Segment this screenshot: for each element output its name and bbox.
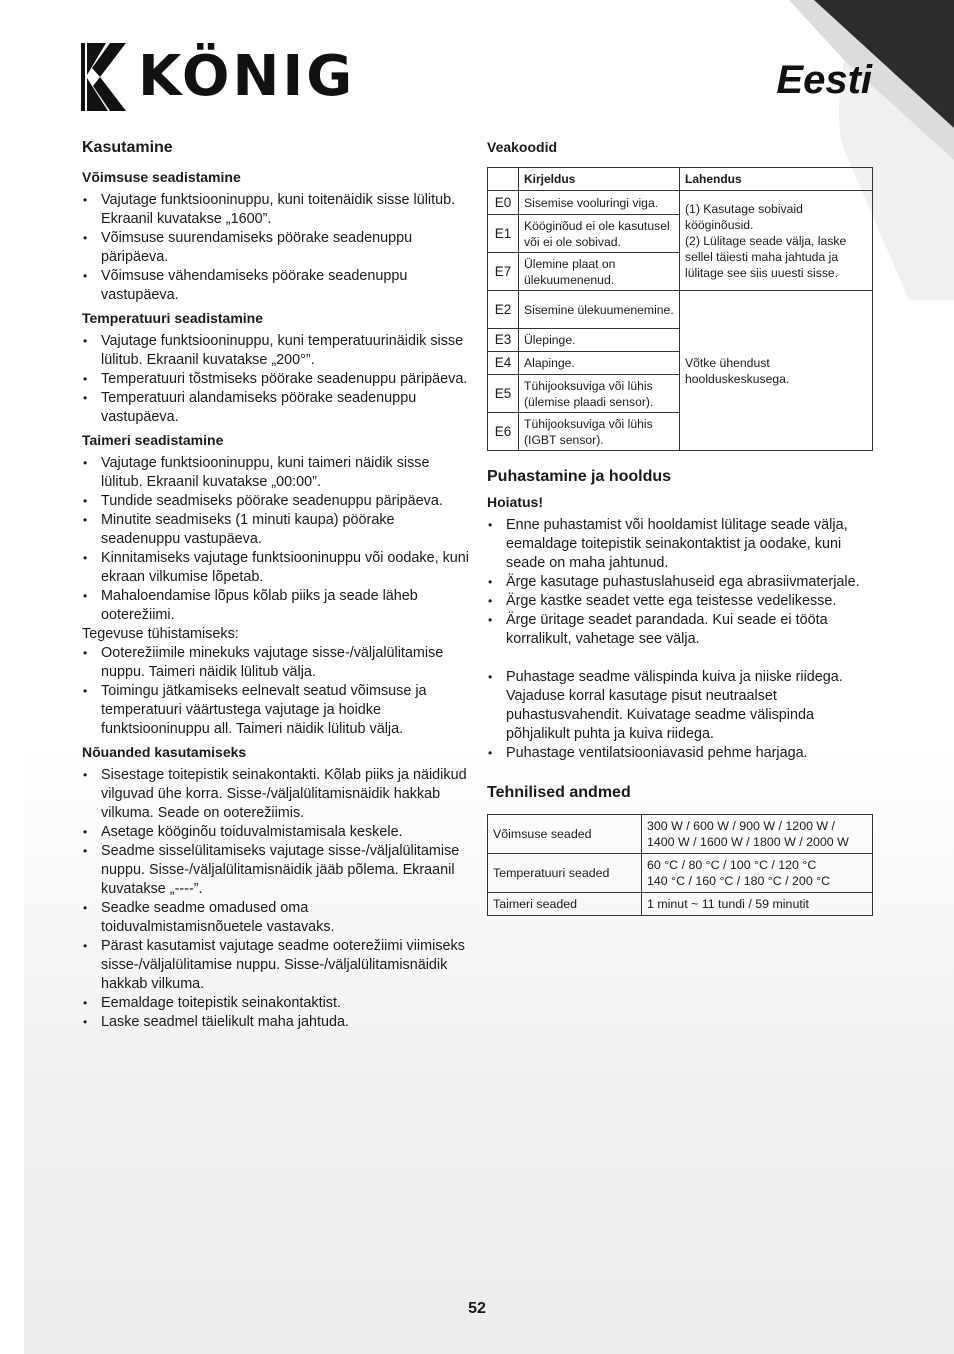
error-codes-title: Veakoodid xyxy=(487,139,558,155)
cleaning-list xyxy=(487,668,873,763)
error-code: E3 xyxy=(488,329,519,352)
header-code-cell xyxy=(488,168,519,191)
right-column xyxy=(487,138,873,916)
solution-cell-b: Võtke ühendust hoolduskeskusega. xyxy=(680,291,873,451)
table-row xyxy=(488,815,873,854)
list-item: • Seadme sisselülitamiseks vajutage sisse-/väljalülitamise nuppu. Sisse-/väljalülitamisnäidik jääb põlema. Ekraanil kuvatakse „----”. xyxy=(82,842,472,899)
specs-title: Tehnilised andmed xyxy=(487,784,631,801)
list-item: • Võimsuse vähendamiseks pöörake seadenuppu vastupäeva. xyxy=(82,267,472,305)
error-code: E0 xyxy=(488,191,519,215)
error-code: E5 xyxy=(488,375,519,413)
tips-title: Nõuanded kasutamiseks xyxy=(82,744,247,760)
timer-title: Taimeri seadistamine xyxy=(82,432,224,448)
warning-title: Hoiatus! xyxy=(487,494,543,510)
spec-value-line: 60 °C / 80 °C / 100 °C / 120 °C xyxy=(647,858,817,872)
spec-value-line: 140 °C / 160 °C / 180 °C / 200 °C xyxy=(647,874,831,888)
spec-label: Taimeri seaded xyxy=(488,893,642,916)
error-description: Kööginõud ei ole kasutusel või ei ole sobivad. xyxy=(519,215,680,253)
solution-line: (1) Kasutage sobivaid kööginõusid. xyxy=(685,201,803,232)
spec-value-line: 1 minut ~ 11 tundi / 59 minutit xyxy=(647,897,809,911)
power-title: Võimsuse seadistamine xyxy=(82,169,241,185)
list-item: • Ooterežiimile minekuks vajutage sisse-/väljalülitamise nuppu. Taimeri näidik lülitub välja. xyxy=(82,644,472,682)
logo-wordmark: KÖNIG xyxy=(138,44,356,109)
spec-value-line: 300 W / 600 W / 900 W / 1200 W / xyxy=(647,819,836,833)
error-description: Sisemine ülekuumenemine. xyxy=(519,291,680,329)
tips-list xyxy=(82,766,472,1032)
error-code: E6 xyxy=(488,413,519,451)
error-code: E2 xyxy=(488,291,519,329)
list-item: • Asetage kööginõu toiduvalmistamisala keskele. xyxy=(82,823,472,842)
error-description: Alapinge. xyxy=(519,352,680,375)
list-item: • Vajutage funktsiooninuppu, kuni toitenäidik sisse lülitub. Ekraanil kuvatakse „1600”. xyxy=(82,191,472,229)
usage-title: Kasutamine xyxy=(82,139,173,156)
list-item: • Vajutage funktsiooninuppu, kuni taimeri näidik sisse lülitub. Ekraanil kuvatakse „00:00”. xyxy=(82,454,472,492)
list-item: • Minutite seadmiseks (1 minuti kaupa) pöörake seadenuppu vastupäeva. xyxy=(82,511,472,549)
error-description: Sisemise vooluringi viga. xyxy=(519,191,680,215)
table-row xyxy=(488,854,873,893)
table-row xyxy=(488,291,873,329)
list-item: • Ärge kasutage puhastuslahuseid ega abrasiivmaterjale. xyxy=(487,573,873,592)
timer-list xyxy=(82,454,472,625)
spec-value xyxy=(642,815,873,854)
error-description: Ülepinge. xyxy=(519,329,680,352)
list-item: • Ärge üritage seadet parandada. Kui seade ei tööta korralikult, vahetage see välja. xyxy=(487,611,873,649)
cancel-list xyxy=(82,644,472,739)
list-item: • Puhastage seadme välispinda kuiva ja niiske riidega. Vajaduse korral kasutage pisut neutraalset puhastusvahendit. Kuivatage seadme välispinda põhjalikult puhta ja kuiva riidega. xyxy=(487,668,873,744)
list-item: • Puhastage ventilatsiooniavasid pehme harjaga. xyxy=(487,744,873,763)
spec-label: Võimsuse seaded xyxy=(488,815,642,854)
list-item: • Sisestage toitepistik seinakontakti. Kõlab piiks ja näidikud vilguvad ühe korra. Sisse-/väljalülitamisnäidik hakkab vilkuma. Seade on ooterežiimis. xyxy=(82,766,472,823)
cancel-label: Tegevuse tühistamiseks: xyxy=(82,626,239,642)
error-description: Tühijooksuviga või lühis (IGBT sensor). xyxy=(519,413,680,451)
language-title: Eesti xyxy=(776,58,872,102)
table-header-row xyxy=(488,168,873,191)
temperature-title: Temperatuuri seadistamine xyxy=(82,310,264,326)
konig-logo xyxy=(80,42,355,112)
header-description: Kirjeldus xyxy=(519,168,680,191)
spec-value xyxy=(642,854,873,893)
spec-label: Temperatuuri seaded xyxy=(488,854,642,893)
cleaning-title: Puhastamine ja hooldus xyxy=(487,468,672,485)
error-code: E7 xyxy=(488,253,519,291)
list-item: • Seadke seadme omadused oma toiduvalmistamisnõuetele vastavaks. xyxy=(82,899,472,937)
table-row xyxy=(488,191,873,215)
solution-cell-a xyxy=(680,191,873,291)
error-code: E1 xyxy=(488,215,519,253)
error-codes-table xyxy=(487,167,873,451)
error-code: E4 xyxy=(488,352,519,375)
specs-table xyxy=(487,814,873,916)
list-item: • Võimsuse suurendamiseks pöörake seadenuppu päripäeva. xyxy=(82,229,472,267)
list-item: • Mahaloendamise lõpus kõlab piiks ja seade läheb ooterežiimi. xyxy=(82,587,472,625)
list-item: • Toimingu jätkamiseks eelnevalt seatud võimsuse ja temperatuuri väärtustega vajutage ja hoidke funktsiooninuppu all. Taimeri näidik lülitub välja. xyxy=(82,682,472,739)
konig-k-mark-icon xyxy=(80,42,128,112)
list-item: • Pärast kasutamist vajutage seadme ooterežiimi viimiseks sisse-/väljalülitamise nuppu. Sisse-/väljalülitamisnäidik hakkab vilkuma. xyxy=(82,937,472,994)
list-item: • Kinnitamiseks vajutage funktsiooninuppu või oodake, kuni ekraan vilkumise lõpetab. xyxy=(82,549,472,587)
table-row xyxy=(488,893,873,916)
list-item: • Eemaldage toitepistik seinakontaktist. xyxy=(82,994,472,1013)
error-description: Ülemine plaat on ülekuumenenud. xyxy=(519,253,680,291)
list-item: • Ärge kastke seadet vette ega teistesse vedelikesse. xyxy=(487,592,873,611)
spec-value-line: 1400 W / 1600 W / 1800 W / 2000 W xyxy=(647,835,849,849)
power-list xyxy=(82,191,472,305)
list-item: • Vajutage funktsiooninuppu, kuni temperatuurinäidik sisse lülitub. Ekraanil kuvatakse „200°”. xyxy=(82,332,472,370)
page-number: 52 xyxy=(468,1300,486,1317)
left-column xyxy=(82,138,472,1032)
list-item: • Tundide seadmiseks pöörake seadenuppu päripäeva. xyxy=(82,492,472,511)
spec-value xyxy=(642,893,873,916)
header-solution: Lahendus xyxy=(680,168,873,191)
solution-line: (2) Lülitage seade välja, laske sellel täiesti maha jahtuda ja lülitage see siis uuesti sisse. xyxy=(685,233,847,280)
list-item: • Enne puhastamist või hooldamist lülitage seade välja, eemaldage toitepistik seinakontaktist ja oodake, kuni seade on maha jahtunud. xyxy=(487,516,873,573)
list-item: • Temperatuuri alandamiseks pöörake seadenuppu vastupäeva. xyxy=(82,389,472,427)
warning-list xyxy=(487,516,873,649)
error-description: Tühijooksuviga või lühis (ülemise plaadi sensor). xyxy=(519,375,680,413)
temperature-list xyxy=(82,332,472,427)
list-item: • Laske seadmel täielikult maha jahtuda. xyxy=(82,1013,472,1032)
list-item: • Temperatuuri tõstmiseks pöörake seadenuppu päripäeva. xyxy=(82,370,472,389)
